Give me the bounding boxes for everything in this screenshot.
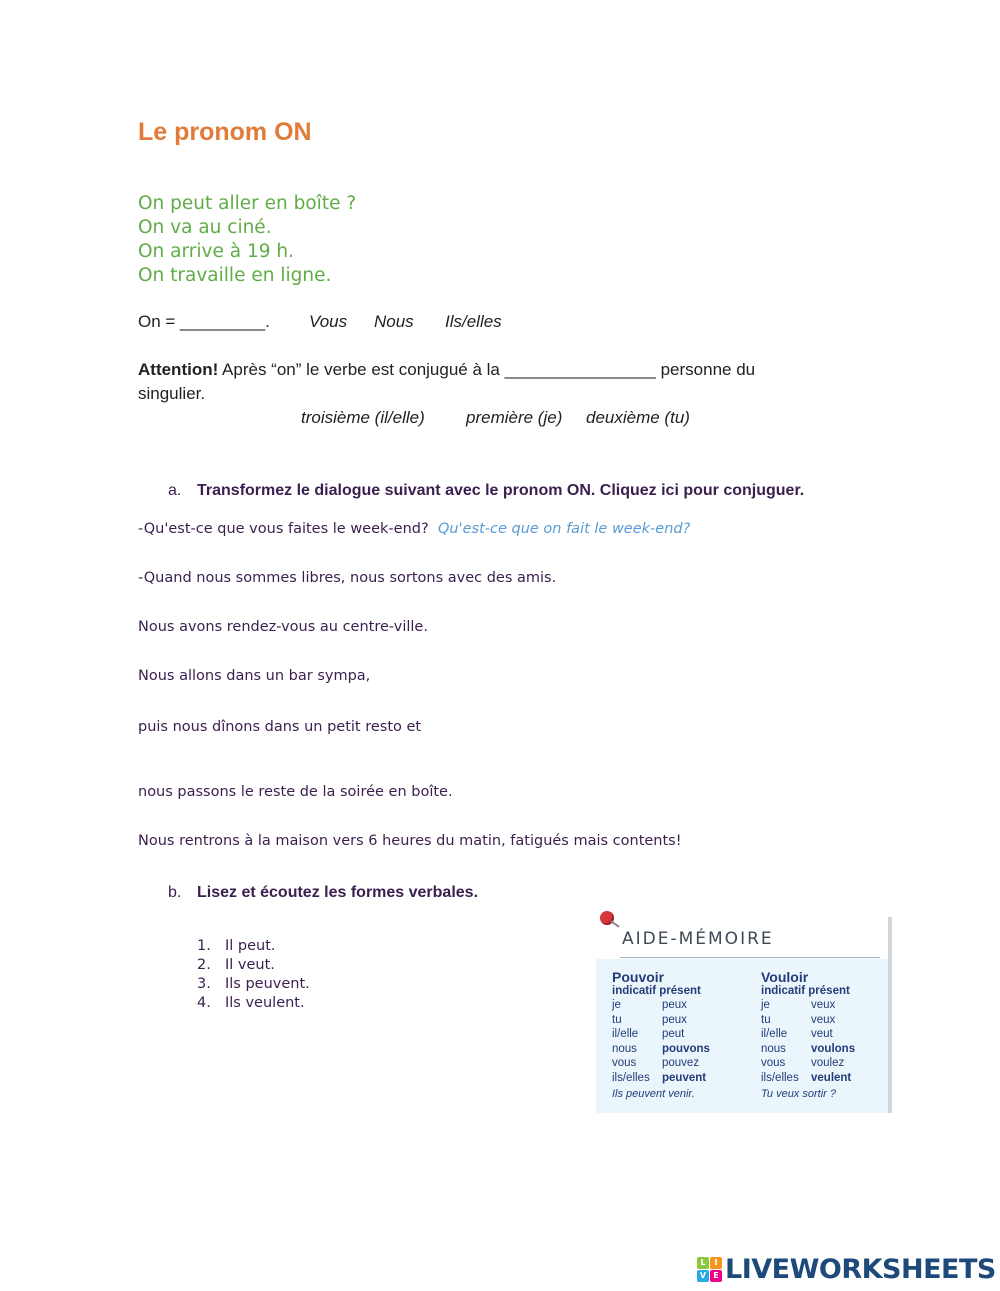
aide-memoire-card <box>596 917 892 1113</box>
section-a-letter: a. <box>168 482 182 499</box>
conjugation-row: vous pouvez <box>612 1057 700 1069</box>
conjugation-row: ils/elles veulent <box>761 1071 852 1084</box>
conjugation-row: il/elle veut <box>761 1028 833 1040</box>
option-ils-elles[interactable]: Ils/elles <box>445 312 502 331</box>
example-sentence: On travaille en ligne. <box>138 265 332 286</box>
dialogue-line: -Qu'est-ce que vous faites le week-end? <box>138 521 429 537</box>
logo-blocks-icon <box>697 1257 723 1283</box>
vouloir-column <box>761 969 855 1100</box>
on-equals-blank[interactable] <box>138 312 270 332</box>
section-a-instruction[interactable]: Transformez le dialogue suivant avec le pronom ON. Cliquez ici pour conjuguer. <box>197 482 805 499</box>
card-divider <box>620 957 880 958</box>
card-title: AIDE-MÉMOIRE <box>622 929 774 949</box>
dialogue-line: Nous rentrons à la maison vers 6 heures du matin, fatigués mais contents! <box>138 833 682 849</box>
option-premiere[interactable]: première (je) <box>466 408 563 427</box>
pouvoir-column <box>612 969 710 1100</box>
option-troisieme[interactable]: troisième (il/elle) <box>301 408 425 427</box>
example-phrase: Ils peuvent venir. <box>612 1088 695 1100</box>
dialogue-line: Nous avons rendez-vous au centre-ville. <box>138 619 428 635</box>
logo-block: E <box>710 1270 722 1282</box>
conjugation-row: vous voulez <box>761 1057 845 1069</box>
dialogue-line: puis nous dînons dans un petit resto et <box>138 719 422 735</box>
attention-line <box>138 360 755 380</box>
logo-block: I <box>710 1257 722 1269</box>
audio-item[interactable]: 2. Il veut. <box>197 957 275 973</box>
tense-label: indicatif présent <box>612 985 701 997</box>
dialogue-line: Nous allons dans un bar sympa, <box>138 668 371 684</box>
example-sentence: On va au ciné. <box>138 217 272 238</box>
option-vous[interactable]: Vous <box>309 312 348 331</box>
section-b-letter: b. <box>168 884 182 901</box>
dialogue-line: -Quand nous sommes libres, nous sortons avec des amis. <box>138 570 557 586</box>
logo-block: L <box>697 1257 709 1269</box>
attention-label: Attention! <box>138 360 219 379</box>
dialogue-line: nous passons le reste de la soirée en boîte. <box>138 784 453 800</box>
tense-label: indicatif présent <box>761 985 850 997</box>
conjugation-row: nous pouvons <box>612 1042 710 1055</box>
example-sentence: On peut aller en boîte ? <box>138 193 357 214</box>
audio-item[interactable]: 3. Ils peuvent. <box>197 976 310 992</box>
conjugation-row: ils/elles peuvent <box>612 1071 707 1084</box>
section-b-instruction: Lisez et écoutez les formes verbales. <box>197 884 479 901</box>
conjugation-row: nous voulons <box>761 1042 856 1055</box>
example-sentence: On arrive à 19 h. <box>138 241 294 262</box>
example-phrase: Tu veux sortir ? <box>761 1088 836 1100</box>
answer-field[interactable]: Qu'est-ce que on fait le week-end? <box>438 521 691 537</box>
logo-text: LIVEWORKSHEETS <box>725 1254 996 1285</box>
conjugation-row: tu veux <box>761 1013 836 1026</box>
conjugation-row: tu peux <box>612 1013 687 1026</box>
verb-title: Pouvoir <box>612 969 665 985</box>
attention-text-cont: singulier. <box>138 384 206 403</box>
conjugation-row: je peux <box>612 999 687 1011</box>
logo-block: V <box>697 1270 709 1282</box>
verb-title: Vouloir <box>761 969 809 985</box>
conjugation-row: je veux <box>761 999 836 1011</box>
audio-item[interactable]: 4. Ils veulent. <box>197 995 305 1011</box>
option-nous[interactable]: Nous <box>374 312 414 331</box>
conjugation-row: il/elle peut <box>612 1028 685 1040</box>
page-title: Le pronom ON <box>138 118 312 146</box>
option-deuxieme[interactable]: deuxième (tu) <box>586 408 690 427</box>
audio-item[interactable]: 1. Il peut. <box>197 938 276 954</box>
attention-text: Après “on” le verbe est conjugué à la ________________ personne du <box>218 360 756 379</box>
on-equals-prefix: On = _________. <box>138 312 270 331</box>
